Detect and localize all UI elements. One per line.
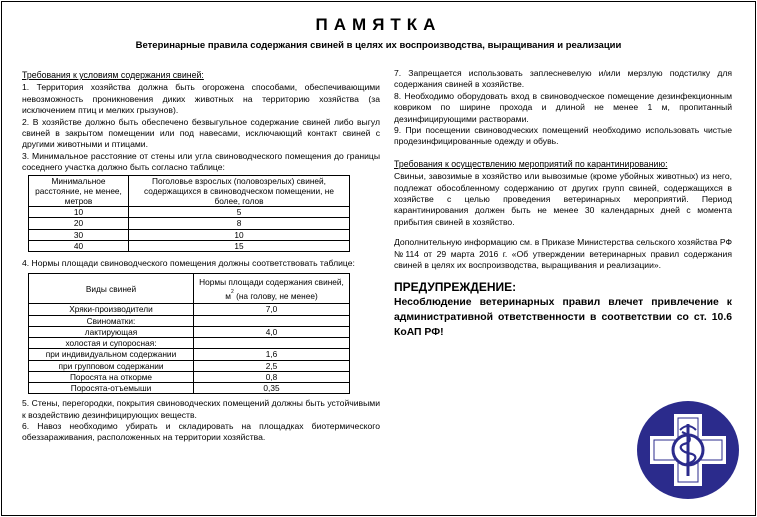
rule-4: 4. Нормы площади свиноводческого помещения должны соответствовать таблице: — [22, 258, 355, 269]
table-header-row — [29, 175, 350, 207]
table-cell: 7,0 — [194, 304, 350, 315]
table-cell: при групповом содержании — [29, 360, 194, 371]
area-unit: м — [225, 290, 231, 301]
table-cell: 4,0 — [194, 326, 350, 337]
table-row — [29, 382, 350, 393]
area-header-text: Нормы площади содержания свиней, — [199, 276, 344, 287]
rule-7: 7. Запрещается использовать заплесневелую и/или мерзлую подстилку для содержания свиней в хозяйстве. — [394, 68, 732, 90]
rule-6: 6. Навоз необходимо убирать и складировать на площадках биотермического обеззараживания, расположенных на территории хозяйства. — [22, 420, 380, 443]
table-header-cell — [194, 274, 350, 304]
area-unit-sup: 2 — [230, 288, 234, 295]
table-cell: 0,8 — [194, 371, 350, 382]
table-cell: при индивидуальном содержании — [29, 349, 194, 360]
table-row — [29, 315, 350, 326]
table-cell: 1,6 — [194, 349, 350, 360]
area-norms-table — [28, 273, 350, 394]
area-header-text-2: (на голову, не менее) — [236, 290, 318, 301]
rule-8: 8. Необходимо оборудовать вход в свиноводческое помещение дезинфекционным ковриком по ширине прохода и длиной не менее 1 м, пропитанный дезинфицирующими растворами. — [394, 90, 732, 124]
table-row — [29, 218, 350, 229]
warning-text: Несоблюдение ветеринарных правил влечет привлечение к административной ответственности в соответствии со ст. 10.6 КоАП РФ! — [394, 296, 732, 338]
distance-table — [28, 175, 350, 252]
table-cell: Хряки-производители — [29, 304, 194, 315]
page-subtitle: Ветеринарные правила содержания свиней в целях их воспроизводства, выращивания и реализации — [135, 40, 622, 51]
table-cell: 30 — [29, 229, 129, 240]
table-row — [29, 338, 350, 349]
table-cell: Поросята-отъемыши — [29, 382, 194, 393]
table-header-row — [29, 274, 350, 304]
table-cell: холостая и супоросная: — [29, 338, 194, 349]
table-cell: 5 — [129, 207, 350, 218]
table-cell: 40 — [29, 240, 129, 251]
table-cell: 2,5 — [194, 360, 350, 371]
rule-2: 2. В хозяйстве должно быть обеспечено безвыгульное содержание свиней либо выгул свиней в закрытом помещении или под навесами, исключающий контакт свиней с другими животными и птицами. — [22, 116, 380, 150]
rule-5: 5. Стены, перегородки, покрытия свиноводческих помещений должны быть устойчивыми к воздействию дезинфицирующих веществ. — [22, 398, 380, 420]
table-row — [29, 207, 350, 218]
rule-9: 9. При посещении свиноводческих помещений необходимо использовать чистые продезинфицированные одежду и обувь. — [394, 125, 732, 147]
table-cell — [194, 338, 350, 349]
quarantine-heading: Требования к осуществлению мероприятий по карантинированию: — [394, 158, 668, 169]
table-header-cell: Виды свиней — [29, 274, 194, 304]
table-row — [29, 304, 350, 315]
table-cell: 20 — [29, 218, 129, 229]
additional-info: Дополнительную информацию см. в Приказе Министерства сельского хозяйства РФ №114 от 29 марта 2016 г. «Об утверждении ветеринарных правил содержания свиней в целях их воспроизводства, выращивания и реализации». — [394, 237, 732, 271]
veterinary-cross-logo-icon — [636, 400, 740, 500]
table-row — [29, 240, 350, 251]
table-row — [29, 326, 350, 337]
table-cell — [194, 315, 350, 326]
table-cell: 10 — [129, 229, 350, 240]
rule-3: 3. Минимальное расстояние от стены или угла свиноводческого помещения до границы соседнего участка должно быть согласно таблице: — [22, 150, 380, 173]
table-row — [29, 371, 350, 382]
table-cell: Свиноматки: — [29, 315, 194, 326]
right-column — [394, 68, 732, 340]
conditions-heading: Требования к условиям содержания свиней: — [22, 70, 204, 80]
rule-1: 1. Территория хозяйства должна быть огорожена способами, обеспечивающими невозможность проникновения диких животных на территорию хозяйства (за исключением птиц и мелких грызунов). — [22, 82, 380, 116]
table-cell: 15 — [129, 240, 350, 251]
page-title: ПАМЯТКА — [315, 15, 442, 34]
table-cell: 8 — [129, 218, 350, 229]
table-cell: 0,35 — [194, 382, 350, 393]
quarantine-text: Свиньи, завозимые в хозяйство или вывозимые (кроме убойных животных) из него, подлежат обособленному содержанию от других групп свиней, содержащихся в хозяйстве с целью проведения ветеринарных мероприятий. Период карантинирования должен быть не менее 30 календарных дней с момента прибытия свиней в хозяйство. — [394, 171, 732, 227]
table-cell: лактирующая — [29, 326, 194, 337]
table-row — [29, 349, 350, 360]
table-header-cell: Минимальное расстояние, не менее, метров — [29, 175, 129, 207]
table-row — [29, 229, 350, 240]
table-cell: Поросята на откорме — [29, 371, 194, 382]
warning-title: ПРЕДУПРЕЖДЕНИЕ: — [394, 279, 517, 294]
left-column — [22, 70, 380, 444]
table-row — [29, 360, 350, 371]
table-header-cell: Поголовье взрослых (половозрелых) свиней, содержащихся в свиноводческом помещении, не более, голов — [129, 175, 350, 207]
table-cell: 10 — [29, 207, 129, 218]
